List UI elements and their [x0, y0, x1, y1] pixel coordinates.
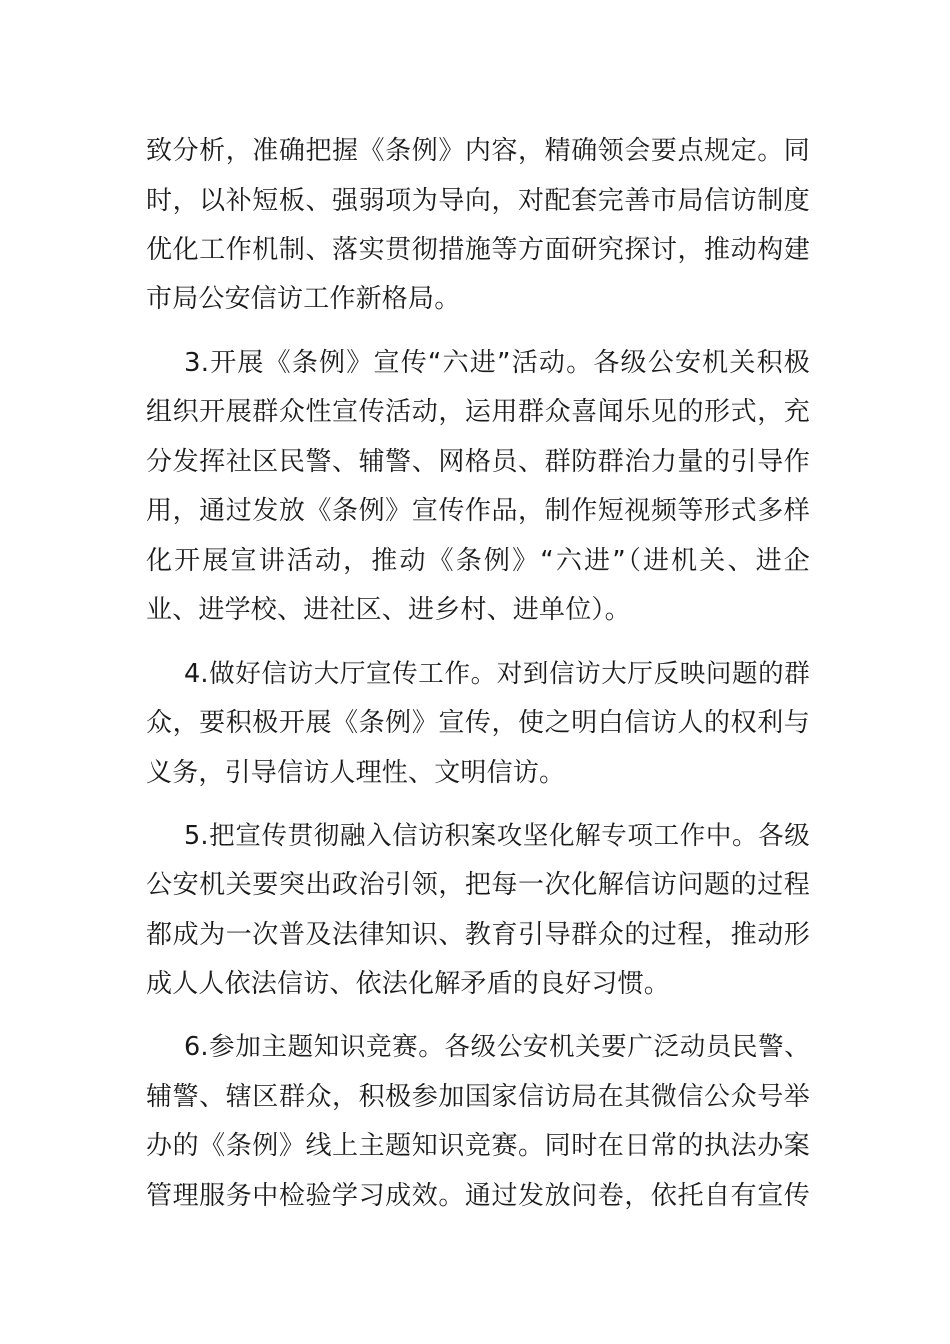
- paragraph-heading-line: 6.参加主题知识竞赛。各级公安机关要广泛动员民警、: [184, 1032, 810, 1062]
- text-line: 组织开展群众性宣传活动，运用群众喜闻乐见的形式，充: [146, 397, 810, 427]
- text-line: 优化工作机制、落实贯彻措施等方面研究探讨，推动构建: [146, 235, 810, 265]
- text-line: 公安机关要突出政治引领，把每一次化解信访问题的过程: [146, 870, 810, 900]
- text-line: 分发挥社区民警、辅警、网格员、群防群治力量的引导作: [146, 447, 810, 477]
- text-line: 成人人依法信访、依法化解矛盾的良好习惯。: [146, 969, 671, 999]
- text-line: 管理服务中检验学习成效。通过发放问卷，依托自有宣传: [146, 1181, 810, 1211]
- paragraph-heading-line: 5.把宣传贯彻融入信访积案攻坚化解专项工作中。各级: [184, 821, 810, 851]
- text-line: 义务，引导信访人理性、文明信访。: [146, 758, 566, 788]
- text-line: 市局公安信访工作新格局。: [146, 284, 461, 314]
- paragraph-heading-line: 4.做好信访大厅宣传工作。对到信访大厅反映问题的群: [184, 659, 810, 689]
- text-line: 用，通过发放《条例》宣传作品，制作短视频等形式多样: [146, 496, 810, 526]
- text-line: 众，要积极开展《条例》宣传，使之明白信访人的权利与: [146, 708, 810, 738]
- text-line: 致分析，准确把握《条例》内容，精确领会要点规定。同: [146, 136, 810, 166]
- text-line: 办的《条例》线上主题知识竞赛。同时在日常的执法办案: [146, 1131, 810, 1161]
- text-line: 辅警、辖区群众，积极参加国家信访局在其微信公众号举: [146, 1082, 810, 1112]
- text-line: 化开展宣讲活动，推动《条例》“六进”（进机关、进企: [146, 546, 810, 576]
- paragraph-heading-line: 3.开展《条例》宣传“六进”活动。各级公安机关积极: [184, 348, 810, 378]
- text-line: 时，以补短板、强弱项为导向，对配套完善市局信访制度: [146, 186, 810, 216]
- text-line: 都成为一次普及法律知识、教育引导群众的过程，推动形: [146, 920, 810, 950]
- text-line: 业、进学校、进社区、进乡村、进单位）。: [146, 595, 631, 625]
